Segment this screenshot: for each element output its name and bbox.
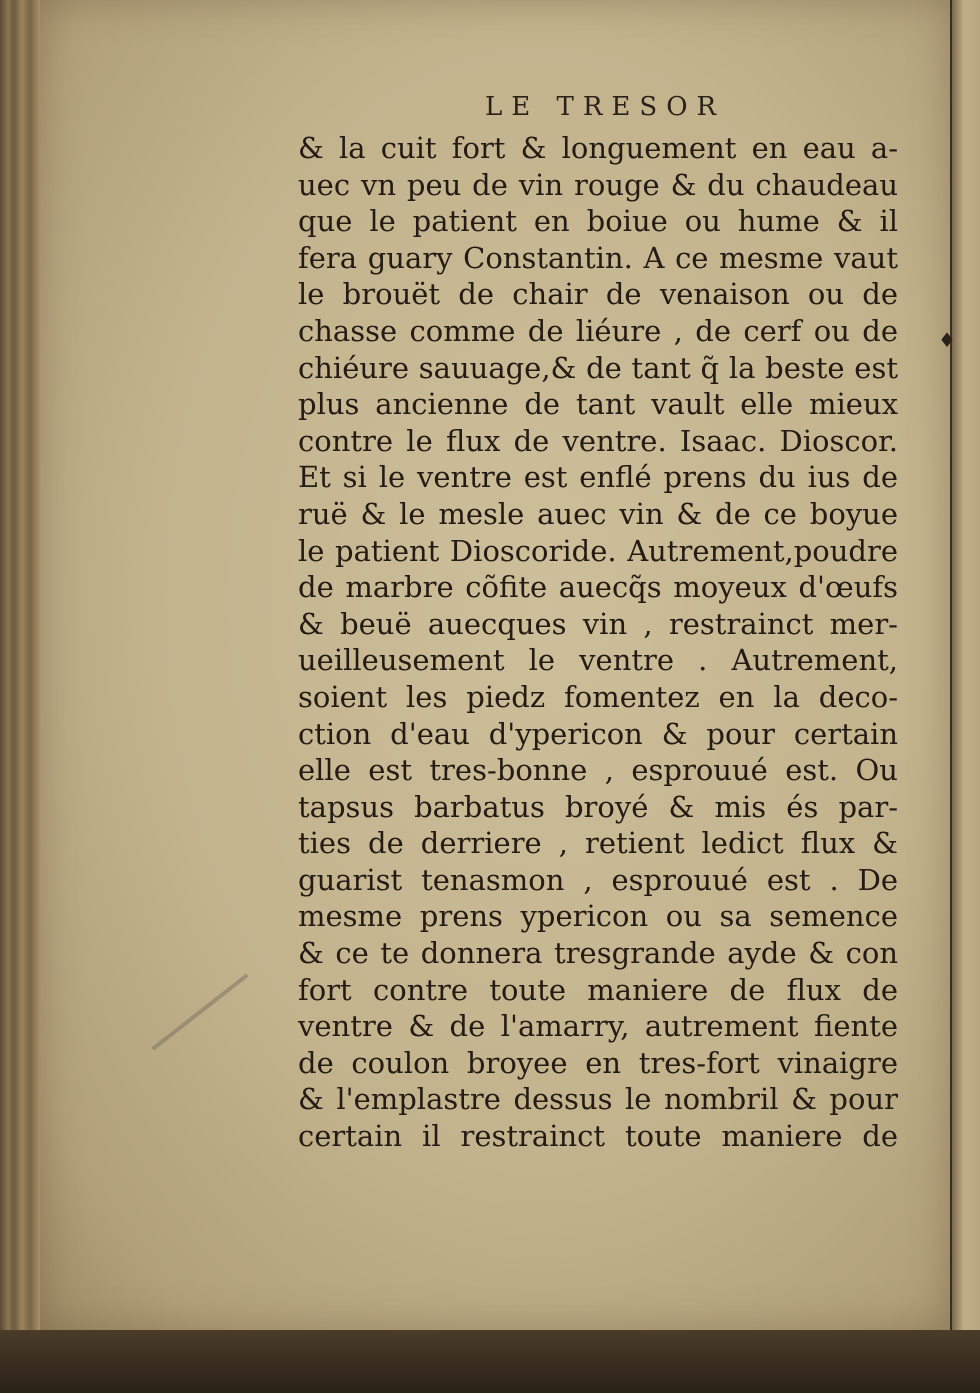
text-line: mesme prens ypericon ou sa semence: [298, 899, 898, 934]
text-line: & beuë auecques vin , restrainct mer-: [298, 606, 898, 641]
facing-page-edge: [950, 0, 980, 1393]
running-head: LE TRESOR: [485, 92, 726, 122]
text-line: plus ancienne de tant vault elle mieux: [298, 387, 898, 422]
text-line: & ce te donnera tresgrande ayde & con: [298, 936, 898, 971]
text-line: certain il restrainct toute maniere de: [298, 1119, 898, 1154]
text-line: de coulon broyee en tres-fort vinaigre: [298, 1045, 898, 1080]
text-line: uec vn peu de vin rouge & du chaudeau: [298, 167, 898, 202]
text-line: soient les piedz fomentez en la deco-: [298, 679, 898, 714]
text-line: le patient Dioscoride. Autrement,poudre: [298, 533, 898, 568]
margin-mark: ♦: [938, 328, 956, 352]
text-line: que le patient en boiue ou hume & il: [298, 204, 898, 239]
text-line: chasse comme de liéure , de cerf ou de: [298, 313, 898, 348]
text-line: elle est tres-bonne , esprouué est. Ou: [298, 753, 898, 788]
text-line: tapsus barbatus broyé & mis és par-: [298, 789, 898, 824]
text-line: de marbre cõfite auecq̃s moyeux d'œufs: [298, 570, 898, 605]
text-line: le brouët de chair de venaison ou de: [298, 277, 898, 312]
text-line: ction d'eau d'ypericon & pour certain: [298, 716, 898, 751]
text-line: fera guary Constantin. A ce mesme vaut: [298, 240, 898, 275]
text-line: Et si le ventre est enflé prens du ius de: [298, 460, 898, 495]
text-line: ties de derriere , retient ledict flux &: [298, 826, 898, 861]
bottom-shadow: [0, 1330, 980, 1393]
text-line: guarist tenasmon , esprouué est . De: [298, 862, 898, 897]
text-line: ueilleusement le ventre . Autrement,: [298, 643, 898, 678]
text-line: ruë & le mesle auec vin & de ce boyue: [298, 496, 898, 531]
text-line: fort contre toute maniere de flux de: [298, 972, 898, 1007]
text-line: chiéure sauuage,& de tant q̃ la beste est: [298, 350, 898, 385]
text-line: contre le flux de ventre. Isaac. Dioscor.: [298, 423, 898, 458]
body-text: [298, 130, 898, 1155]
text-line: & l'emplastre dessus le nombril & pour: [298, 1082, 898, 1117]
text-line: & la cuit fort & longuement en eau a-: [298, 131, 898, 165]
text-line: ventre & de l'amarry, autrement fiente: [298, 1009, 898, 1044]
